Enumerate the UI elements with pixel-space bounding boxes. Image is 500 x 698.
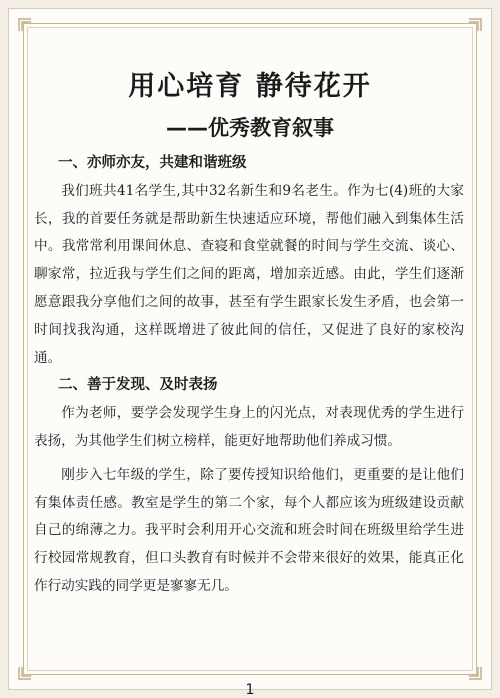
- section-2-paragraph-2: 刚步入七年级的学生，除了要传授知识给他们，更重要的是让他们有集体责任感。教室是学生的第二个家，每个人都应该为班级建设贡献自己的绵薄之力。我平时会利用开心交流和班会时间在班级里给学生进行校园常规教育，但口头教育有时候并不会带来很好的效果，能真正化作行动实践的同学更是寥寥无几。: [34, 466, 464, 594]
- section-1-paragraph-1: 我们班共41名学生,其中32名新生和9名老生。作为七(4)班的大家长，我的首要任务就是帮助新生快速适应环境，帮他们融入到集体生活中。我常常利用课间休息、查寝和食堂就餐的时间与学生交流、谈心、聊家常，拉近我与学生们之间的距离，增加亲近感。由此，学生们逐渐愿意跟我分享他们之间的故事，甚至有学生跟家长发生矛盾，也会第一时间找我沟通，这样既增进了彼此间的信任，又促进了良好的家校沟通。: [34, 182, 464, 366]
- corner-ornament-icon: [468, 18, 482, 32]
- document-title: 用心培育 静待花开: [128, 71, 372, 102]
- corner-ornament-icon: [468, 666, 482, 680]
- section-heading-1: 一、亦师亦友，共建和谐班级: [58, 155, 247, 171]
- corner-ornament-icon: [18, 18, 32, 32]
- page-number: 1: [245, 682, 255, 698]
- corner-ornament-icon: [18, 666, 32, 680]
- document-body: [34, 150, 464, 601]
- document-subtitle: ——优秀教育叙事: [166, 116, 334, 140]
- section-2-paragraph-1: 作为老师，要学会发现学生身上的闪光点，对表现优秀的学生进行表扬，为其他学生们树立榜样，能更好地帮助他们养成习惯。: [34, 405, 464, 449]
- section-heading-2: 二、善于发现、及时表扬: [58, 377, 218, 394]
